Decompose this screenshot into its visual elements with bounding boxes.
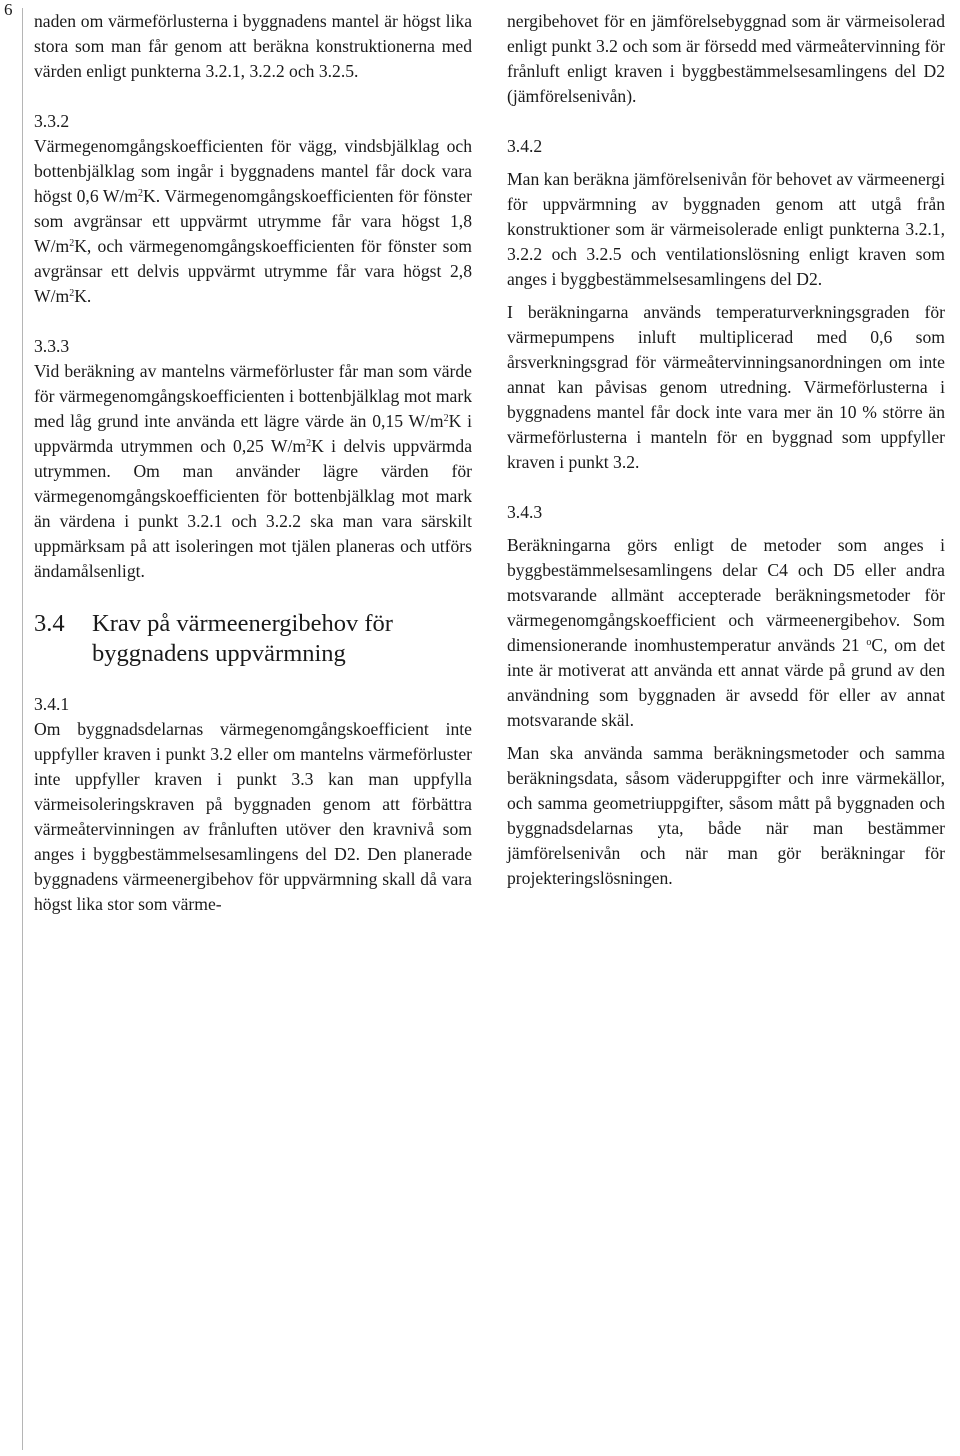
section-3-4-2-paragraph-2: I beräkningarna används temperaturverkningsgraden för värmepumpens inluft multiplicerad med 0,6 som årsverkningsgrad för värmeåtervinningsanordningen om inte annat kan påvisas genom utredning. Värmeförlusterna i byggnadens mantel får dock inte vara mer än 10 % större än värmeförlusterna i manteln för en byggnad som uppfyller kraven i punkt 3.2. bbox=[507, 302, 945, 472]
heading-number: 3.4 bbox=[34, 610, 65, 637]
superscript: 2 bbox=[306, 438, 312, 449]
text-run: Vid beräkning av mantelns värmeförluster får man som värde för värmegenomgångskoefficienten i bottenbjälklag mot mark med låg grund inte använda ett lägre värde än 0,15 W/m bbox=[34, 361, 472, 431]
degree-superscript: o bbox=[866, 637, 872, 648]
section-3-3-2-text bbox=[34, 134, 472, 309]
section-number-3-4-3: 3.4.3 bbox=[507, 502, 543, 522]
left-column bbox=[34, 9, 472, 917]
section-3-3-3-text bbox=[34, 359, 472, 584]
text-run: Värmegenomgångskoefficienten för vägg, vindsbjälklag och bottenbjälklag som ingår i byggnadens mantel får dock vara högst 0,6 W/m bbox=[34, 136, 472, 206]
section-number-3-3-3: 3.3.3 bbox=[34, 336, 70, 356]
superscript: 2 bbox=[69, 288, 75, 299]
superscript: 2 bbox=[69, 238, 75, 249]
section-3-4-2-paragraph-1: Man kan beräkna jämförelsenivån för behovet av värmeenergi för uppvärmning av byggnaden genom att utgå från konstruktioner som är värmeisolerade enligt punkterna 3.2.1, 3.2.2 och 3.2.5 och ventilationslösning enligt kraven som anges i byggbestämmelsesamlingens del D2. bbox=[507, 169, 945, 289]
paragraph-continuation: naden om värmeförlusterna i byggnadens mantel är högst lika stora som man får genom att beräkna konstruktionerna med värden enligt punkterna 3.2.1, 3.2.2 och 3.2.5. bbox=[34, 11, 472, 81]
text-run: C, om det inte är motiverat att använda ett annat värde på grund av den användning som byggnaden är avsedd för eller av annat motsvarande skäl. bbox=[507, 635, 945, 730]
right-column bbox=[507, 9, 945, 891]
text-run: K. Värmegenomgångskoefficienten för fönster som avgränsar ett uppvärmt utrymme får vara högst 1,8 W/m bbox=[34, 186, 472, 256]
section-number-3-4-2: 3.4.2 bbox=[507, 136, 543, 156]
heading-title: Krav på värmeenergibehov för byggnadens uppvärmning bbox=[92, 610, 393, 667]
section-3-4-1-text: Om byggnadsdelarnas värmegenomgångskoefficient inte uppfyller kraven i punkt 3.2 eller om mantelns värmeförluster inte uppfyller kraven i punkt 3.3 kan man uppfylla värmeisoleringskraven på byggnaden genom att förbättra värmeåtervinningen av frånluften utöver den kravnivå som anges i byggbestämmelsesamlingens del D2. Den planerade byggnadens värmeenergibehov för uppvärmning skall då vara högst lika stor som värme- bbox=[34, 719, 472, 914]
section-number-3-3-2: 3.3.2 bbox=[34, 111, 70, 131]
text-run: K. bbox=[74, 286, 92, 306]
section-heading-3-4 bbox=[34, 609, 472, 669]
section-3-4-3-paragraph-1 bbox=[507, 533, 945, 733]
page-number: 6 bbox=[4, 0, 13, 19]
section-3-4-3-paragraph-2: Man ska använda samma beräkningsmetoder och samma beräkningsdata, såsom väderuppgifter och inre värmekällor, och samma geometriuppgifter, såsom mått på byggnaden och byggnadsdelarnas yta, både när man bestämmer jämförelsenivån och när man gör beräkningar för projekteringslösningen. bbox=[507, 743, 945, 888]
superscript: 2 bbox=[138, 188, 144, 199]
section-number-3-4-1: 3.4.1 bbox=[34, 694, 70, 714]
text-run: K i uppvärmda utrymmen och 0,25 W/m bbox=[34, 411, 472, 456]
superscript: 2 bbox=[443, 413, 449, 424]
text-run: Beräkningarna görs enligt de metoder som anges i byggbestämmelsesamlingens delar C4 och D5 eller andra motsvarande allmänt accepterade beräkningsmetoder för värmegenomgångskoefficient och värmeenergibehov. Som dimensionerande inomhustemperatur används 21 bbox=[507, 535, 945, 655]
text-run: K, och värmegenomgångskoefficienten för fönster som avgränsar ett delvis uppvärmt utrymme får vara högst 2,8 W/m bbox=[34, 236, 472, 306]
paragraph-continuation: nergibehovet för en jämförelsebyggnad som är värmeisolerad enligt punkt 3.2 och som är försedd med värmeåtervinning för frånluft enligt kraven i byggbestämmelsesamlingens del D2 (jämförelsenivån). bbox=[507, 11, 945, 106]
margin-rule bbox=[22, 8, 23, 1450]
text-run: K i delvis uppvärmda utrymmen. Om man använder lägre värden för värmegenomgångskoefficienten för bottenbjälklag mot mark än värdena i punkt 3.2.1 och 3.2.2 ska man vara särskilt uppmärksam på att isoleringen mot tjälen planeras och utförs ändamålsenligt. bbox=[34, 436, 473, 581]
